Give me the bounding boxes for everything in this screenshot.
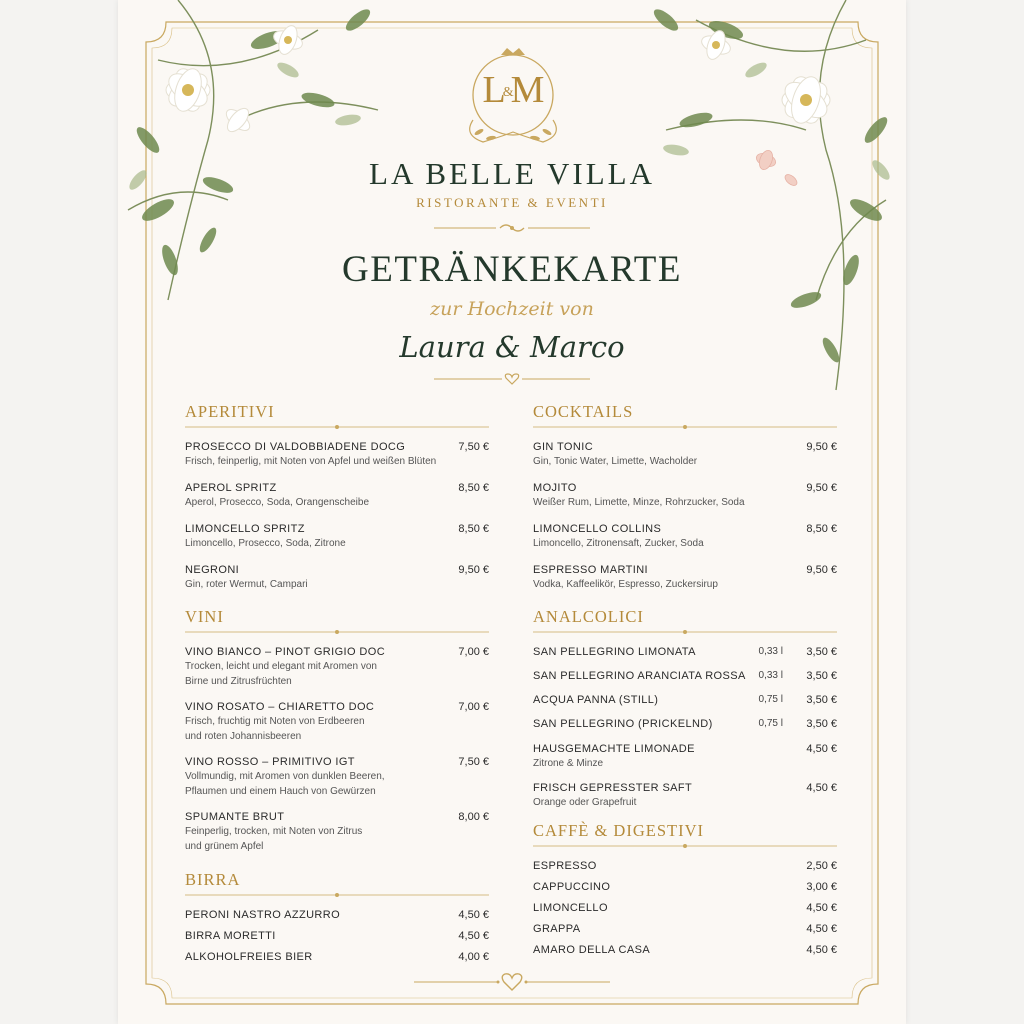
section-title-vini: VINI <box>185 607 224 626</box>
monogram <box>443 40 583 152</box>
section-title-cocktails: COCKTAILS <box>533 402 634 421</box>
menu-item: PERONI NASTRO AZZURRO 4,50 € <box>185 909 489 921</box>
section-title-caffe: CAFFÈ & DIGESTIVI <box>533 821 705 840</box>
page-title: GETRÄNKEKARTE <box>342 249 682 290</box>
menu-item: ACQUA PANNA (STILL) 0,75 l 3,50 € <box>533 694 837 706</box>
section-title-aperitivi: APERITIVI <box>185 402 275 421</box>
menu-card <box>118 0 906 1024</box>
menu-item: SPUMANTE BRUT Feinperlig, trocken, mit Noten von Zitrus und grünem Apfel 8,00 € <box>185 811 489 852</box>
menu-item: VINO ROSSO – PRIMITIVO IGT Vollmundig, mit Aromen von dunklen Beeren, Pflaumen und einem Hauch von Gewürzen 7,50 € <box>185 756 489 797</box>
menu-item: ESPRESSO 2,50 € <box>533 860 837 872</box>
menu-item: SAN PELLEGRINO ARANCIATA ROSSA 0,33 l 3,50 € <box>533 670 837 682</box>
menu-item: SAN PELLEGRINO (PRICKELND) 0,75 l 3,50 € <box>533 718 837 730</box>
menu-item: AMARO DELLA CASA 4,50 € <box>533 944 837 956</box>
menu-item: GRAPPA 4,50 € <box>533 923 837 935</box>
section-rule <box>185 890 489 900</box>
menu-item: NEGRONI Gin, roter Wermut, Campari 9,50 € <box>185 564 489 590</box>
menu-item: BIRRA MORETTI 4,50 € <box>185 930 489 942</box>
left-column <box>185 402 489 971</box>
menu-item: PROSECCO DI VALDOBBIADENE DOCG Frisch, feinperlig, mit Noten von Apfel und weißen Blüten 7,50 € <box>185 441 489 467</box>
menu-item: GIN TONIC Gin, Tonic Water, Limette, Wacholder 9,50 € <box>533 441 837 467</box>
menu-item: HAUSGEMACHTE LIMONADE Zitrone & Minze 4,50 € <box>533 743 837 769</box>
section-rule <box>533 422 837 432</box>
bottom-heart-divider <box>414 968 610 992</box>
monogram-text: L&M <box>482 69 544 111</box>
menu-item: VINO BIANCO – PINOT GRIGIO DOC Trocken, leicht und elegant mit Aromen von Birne und Zitrusfrüchten 7,00 € <box>185 646 489 687</box>
section-title-birra: BIRRA <box>185 870 241 889</box>
right-column <box>533 402 837 964</box>
heart-icon <box>502 974 522 990</box>
menu-item: LIMONCELLO COLLINS Limoncello, Zitronensaft, Zucker, Soda 8,50 € <box>533 523 837 549</box>
menu-item: LIMONCELLO 4,50 € <box>533 902 837 914</box>
couple-names: Laura & Marco <box>399 330 625 364</box>
menu-item: ALKOHOLFREIES BIER 4,00 € <box>185 951 489 963</box>
menu-item: VINO ROSATO – CHIARETTO DOC Frisch, fruchtig mit Noten von Erdbeeren und roten Johannisbeeren 7,00 € <box>185 701 489 742</box>
menu-item: SAN PELLEGRINO LIMONATA 0,33 l 3,50 € <box>533 646 837 658</box>
section-rule <box>185 627 489 637</box>
menu-item: LIMONCELLO SPRITZ Limoncello, Prosecco, Soda, Zitrone 8,50 € <box>185 523 489 549</box>
menu-item: APEROL SPRITZ Aperol, Prosecco, Soda, Orangenscheibe 8,50 € <box>185 482 489 508</box>
divider-ornament <box>434 220 590 236</box>
menu-item: ESPRESSO MARTINI Vodka, Kaffeelikör, Espresso, Zuckersirup 9,50 € <box>533 564 837 590</box>
menu-item: MOJITO Weißer Rum, Limette, Minze, Rohrzucker, Soda 9,50 € <box>533 482 837 508</box>
heart-divider <box>434 372 590 386</box>
menu-item: FRISCH GEPRESSTER SAFT Orange oder Grapefruit 4,50 € <box>533 782 837 808</box>
section-rule <box>533 841 837 851</box>
venue-name: LA BELLE VILLA <box>369 156 655 191</box>
occasion-text: zur Hochzeit von <box>430 298 594 320</box>
menu-item: CAPPUCCINO 3,00 € <box>533 881 837 893</box>
section-rule <box>185 422 489 432</box>
section-title-analcolici: ANALCOLICI <box>533 607 644 626</box>
heart-icon <box>505 374 518 384</box>
section-rule <box>533 627 837 637</box>
venue-subtitle: RISTORANTE & EVENTI <box>416 195 608 210</box>
